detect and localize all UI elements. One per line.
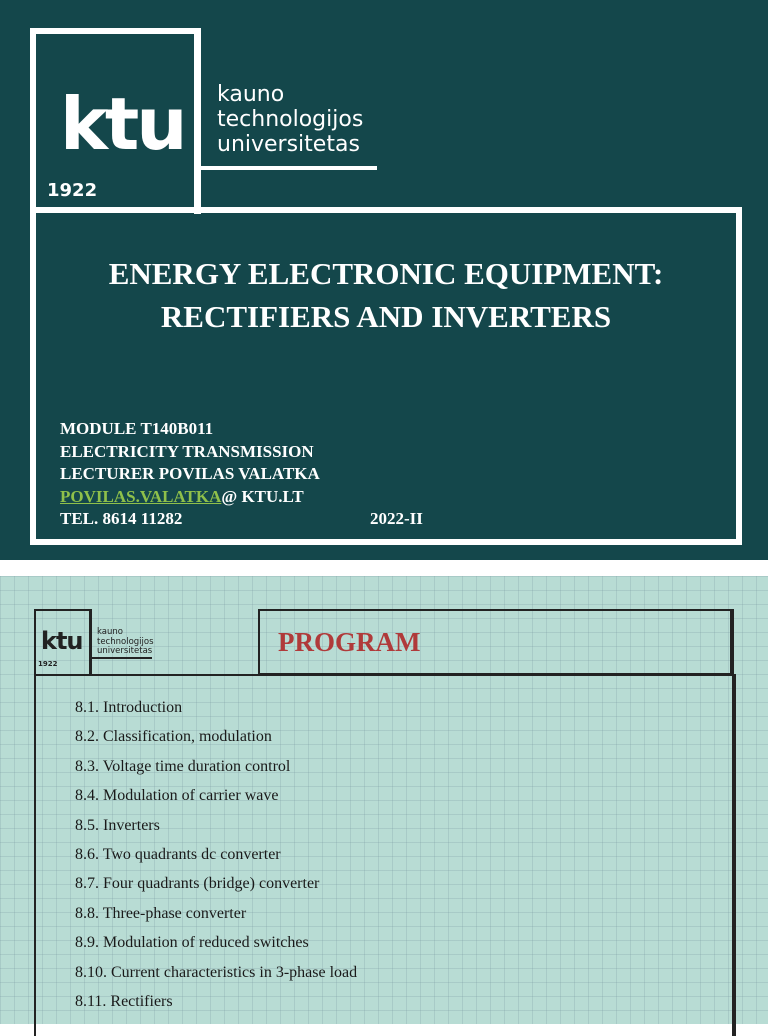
logo-word: kauno [97,627,123,637]
list-item: 8.5. Inverters [75,816,160,834]
program-heading: PROGRAM [278,627,421,657]
ktu-logo-mark: ktu [60,82,185,166]
course-info [60,418,423,531]
logo-wordmark [97,628,154,657]
list-item: 8.7. Four quadrants (bridge) converter [75,875,320,893]
module-code: MODULE T140B011 [60,419,214,438]
logo-underline [89,657,152,659]
lecturer-name: LECTURER POVILAS VALATKA [60,464,320,483]
list-item: 8.6. Two quadrants dc converter [75,846,281,864]
logo-wordmark [217,82,363,157]
list-item: 8.10. Current characteristics in 3-phase load [75,963,358,981]
logo-word: technologijos [217,107,364,132]
email [60,486,320,509]
term-label: 2022-II [370,509,423,528]
logo-word: technologijos [97,636,154,647]
logo-underline [195,166,377,170]
title-line: ENERGY ELECTRONIC EQUIPMENT: [108,256,664,291]
list-item: 8.2. Classification, modulation [75,728,272,746]
list-item: 8.3. Voltage time duration control [75,757,291,775]
ktu-logo-mark: ktu [41,627,83,655]
email-domain: @ KTU.LT [221,486,304,506]
logo-year: 1922 [47,180,98,201]
list-item: 8.8. Three-phase converter [75,904,247,922]
logo-year: 1922 [38,660,58,668]
list-item: 8.11. Rectifiers [75,993,173,1011]
program-list [75,693,357,1016]
phone-line [60,508,423,531]
list-item: 8.4. Modulation of carrier wave [75,787,279,805]
phone-number: TEL. 8614 11282 [60,509,183,528]
program-slide [0,576,768,1024]
slide-title [36,252,736,338]
course-name: ELECTRICITY TRANSMISSION [60,441,314,461]
logo-word: universitetas [217,132,360,157]
email-link[interactable]: POVILAS.VALATKA [60,486,222,506]
list-item: 8.1. Introduction [75,699,183,716]
title-line: RECTIFIERS AND INVERTERS [160,299,612,334]
logo-word: kauno [217,82,285,107]
logo-word: universitetas [97,646,153,656]
list-item: 8.9. Modulation of reduced switches [75,934,309,952]
